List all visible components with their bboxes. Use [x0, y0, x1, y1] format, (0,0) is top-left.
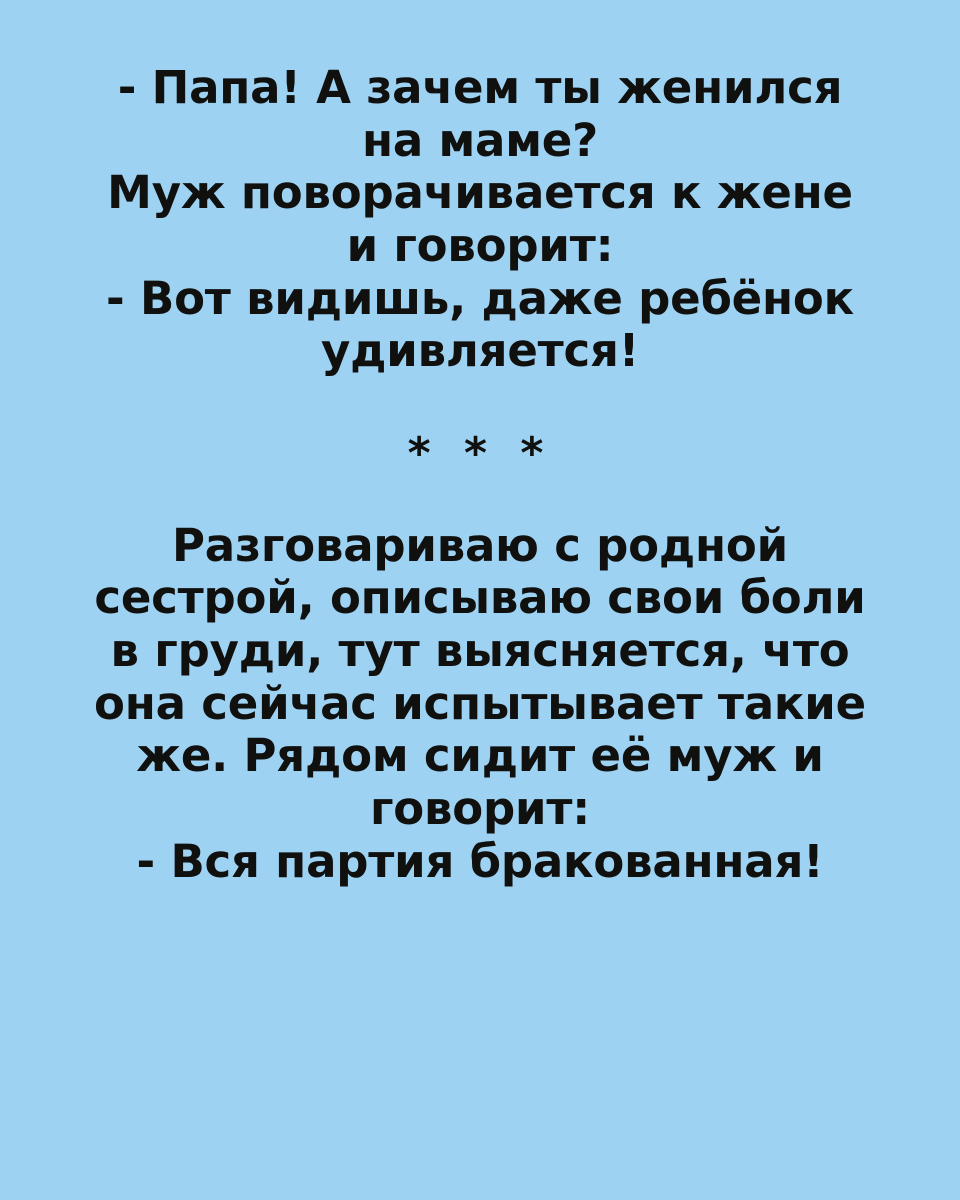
joke-line: она сейчас испытывает такие [94, 676, 866, 730]
joke-line: говорит: [369, 782, 591, 836]
joke-line: Муж поворачивается к жене [107, 166, 853, 220]
joke-line: сестрой, описываю свои боли [94, 571, 866, 625]
joke-line: - Вся партия бракованная! [136, 834, 824, 888]
joke-line: - Вот видишь, даже ребёнок [106, 271, 854, 325]
joke-text-first [30, 62, 930, 378]
joke-separator: * * * [407, 427, 553, 479]
joke-line: - Папа! А зачем ты женился [117, 61, 843, 114]
joke-line: же. Рядом сидит её муж и [136, 729, 824, 783]
joke-line: удивляется! [320, 324, 640, 378]
joke-line: Разговариваю с родной [172, 518, 788, 572]
joke-line: на маме? [361, 113, 599, 167]
joke-line: в груди, тут выясняется, что [110, 624, 850, 678]
joke-line: и говорит: [346, 218, 614, 272]
joke-text-second [30, 520, 930, 888]
